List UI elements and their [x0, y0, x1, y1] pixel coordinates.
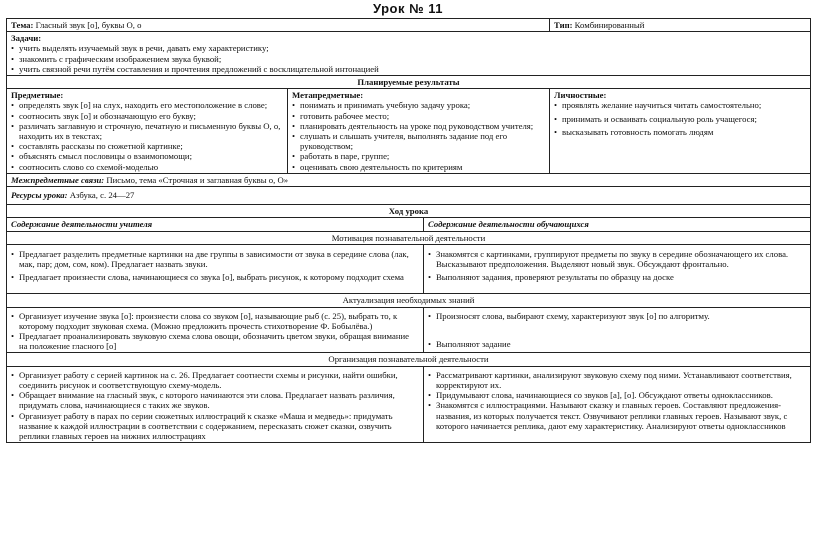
- personal-result-item: • проявлять желание научиться читать самостоятельно;: [554, 100, 806, 110]
- student-activity-list: [428, 370, 806, 431]
- subject-results-list: [11, 100, 283, 171]
- teacher-activity-item: • Организует работу в парах по серии сюжетных иллюстраций к сказке «Маша и медведь»: придумать название к каждой иллюстрации в соответствии с содержанием, пересказать сюжет сказки, озвучить реплики главных героев на нижних иллюстрациях: [11, 411, 419, 442]
- meta-result-item: • работать в паре, группе;: [292, 151, 545, 161]
- subject-results-label: Предметные:: [11, 90, 64, 101]
- student-activity-list: [428, 249, 806, 283]
- student-activity-item: • Выполняют задание: [428, 339, 806, 349]
- section-title: Мотивация познавательной деятельности: [7, 231, 811, 244]
- subject-result-item: • определять звук [о] на слух, находить его местоположение в слове;: [11, 100, 283, 110]
- page-title: Урок № 11: [373, 1, 443, 16]
- lesson-plan-table: [6, 18, 811, 443]
- meta-result-item: • готовить рабочее место;: [292, 111, 545, 121]
- section-content-row: [7, 244, 811, 294]
- tasks-list: [11, 43, 806, 74]
- resources-row: [7, 187, 811, 205]
- activity-header-row: [7, 218, 811, 231]
- task-item: • учить выделять изучаемый звук в речи, давать ему характеристику;: [11, 43, 806, 53]
- interdisciplinary-label: Межпредметные связи:: [11, 174, 105, 185]
- teacher-activity-list: [11, 370, 419, 441]
- topic-value: Гласный звук [о], буквы О, о: [35, 20, 142, 30]
- meta-result-item: • оценивать свою деятельность по критериям: [292, 162, 545, 172]
- student-activity-item: • Произносят слова, выбирают схему, характеризуют звук [о] по алгоритму.: [428, 311, 806, 321]
- subject-result-item: • различать заглавную и строчную, печатную и письменную буквы О, о, находить их в текстах;: [11, 121, 283, 141]
- meta-result-item: • слушать и слышать учителя, выполнять задание под его руководством;: [292, 131, 545, 151]
- section-title-row: [7, 353, 811, 366]
- tasks-cell: [7, 32, 811, 76]
- section-title-row: [7, 231, 811, 244]
- topic-cell: [7, 19, 550, 32]
- teacher-activity-cell: [7, 366, 424, 442]
- teacher-activity-item: • Предлагает разделить предметные картинки на две группы в зависимости от звука в середине слова (лак, мак, пар; дом, сом, ком). Предлагает назвать звуки.: [11, 249, 419, 269]
- personal-result-item: • высказывать готовность помогать людям: [554, 127, 806, 137]
- teacher-activity-cell: [7, 307, 424, 353]
- interdisciplinary-row: [7, 173, 811, 186]
- topic-row: [7, 19, 811, 32]
- teacher-activity-list: [11, 311, 419, 352]
- student-activity-item: • Выполняют задания, проверяют результаты по образцу на доске: [428, 272, 806, 282]
- lesson-plan-document: [6, 0, 810, 443]
- resources-label: Ресурсы урока:: [11, 190, 68, 201]
- task-item: • учить связной речи путём составления и прочтения предложений с восклицательной интонацией: [11, 64, 806, 74]
- planned-results-row: [7, 89, 811, 174]
- meta-results-list: [292, 100, 545, 171]
- meta-results-label: Метапредметные:: [292, 90, 364, 101]
- subject-result-item: • составлять рассказы по сюжетной картинке;: [11, 141, 283, 151]
- planned-results-heading-row: [7, 76, 811, 89]
- section-title-row: [7, 294, 811, 307]
- subject-results-cell: [7, 89, 288, 174]
- section-content-row: [7, 366, 811, 442]
- tasks-label: Задачи:: [11, 33, 42, 44]
- meta-result-item: • понимать и принимать учебную задачу урока;: [292, 100, 545, 110]
- teacher-column-header: Содержание деятельности учителя: [7, 218, 424, 231]
- tasks-row: [7, 32, 811, 76]
- student-activity-item: • Знакомятся с иллюстрациями. Называют сказку и главных героев. Составляют предложения-названия, из которых получается текст. Озвучивают реплики главных героев. Называют звук, с которого начинается реплика, дают ему характеристику. Анализируют ответы одноклассников: [428, 400, 806, 431]
- planned-results-heading: Планируемые результаты: [7, 76, 811, 89]
- student-activity-list: [428, 311, 806, 349]
- teacher-activity-item: • Организует работу с серией картинок на с. 26. Предлагает соотнести схемы и рисунки, найти ошибки, соединить рисунок и соответствующую схему-модель.: [11, 370, 419, 390]
- personal-result-item: • принимать и осваивать социальную роль учащегося;: [554, 114, 806, 124]
- type-value: Комбинированный: [574, 20, 645, 30]
- teacher-activity-item: • Обращает внимание на гласный звук, с которого начинаются эти слова. Предлагает назвать различия, придумать слова, начинающиеся с таких же звуков.: [11, 390, 419, 410]
- teacher-activity-list: [11, 249, 419, 283]
- teacher-activity-item: • Предлагает произнести слова, начинающиеся со звука [о], выбрать рисунок, к которому подходит схема: [11, 272, 419, 282]
- student-activity-cell: [424, 307, 811, 353]
- teacher-activity-item: • Предлагает проанализировать звуковую схема слова овощи, обозначить цветом звуки, обращая внимание на положение гласного [о]: [11, 331, 419, 351]
- meta-result-item: • планировать деятельность на уроке под руководством учителя;: [292, 121, 545, 131]
- task-item: • знакомить с графическим изображением звука буквой;: [11, 54, 806, 64]
- topic-label: Тема:: [11, 20, 34, 30]
- section-title: Актуализация необходимых знаний: [7, 294, 811, 307]
- personal-results-list: [554, 100, 806, 137]
- subject-result-item: • соотносить слово со схемой-моделью: [11, 162, 283, 172]
- student-activity-item: • Придумывают слова, начинающиеся со звуков [а], [о]. Обсуждают ответы одноклассников.: [428, 390, 806, 400]
- student-column-header: Содержание деятельности обучающихся: [424, 218, 811, 231]
- teacher-activity-item: • Организует изучение звука [о]: произнести слова со звуком [о], называющие рыб (с. 25), выбрать то, к которому подходит звуковая схема. (Можно предложить прочесть стихотворение Ф. Бобылёва.): [11, 311, 419, 331]
- resources-cell: [7, 187, 811, 205]
- student-activity-item: • Знакомятся с картинками, группируют предметы по звуку в середине обозначающего их слова. Высказывают предположения. Выделяют новый звук. Обсуждают фронтально.: [428, 249, 806, 269]
- section-title: Организация познавательной деятельности: [7, 353, 811, 366]
- student-activity-cell: [424, 244, 811, 294]
- resources-value: Азбука, с. 24—27: [69, 190, 135, 201]
- student-activity-cell: [424, 366, 811, 442]
- teacher-activity-cell: [7, 244, 424, 294]
- interdisciplinary-value: Письмо, тема «Строчная и заглавная буквы о, О»: [106, 174, 289, 185]
- interdisciplinary-cell: [7, 173, 811, 186]
- subject-result-item: • объяснять смысл пословицы о взаимопомощи;: [11, 151, 283, 161]
- section-content-row: [7, 307, 811, 353]
- personal-results-label: Личностные:: [554, 90, 607, 101]
- student-activity-item: • Рассматривают картинки, анализируют звуковую схему под ними. Устанавливают соответствия, корректируют их.: [428, 370, 806, 390]
- subject-result-item: • соотносить звук [о] и обозначающую его букву;: [11, 111, 283, 121]
- personal-results-cell: [550, 89, 811, 174]
- lesson-heading: Ход урока: [7, 205, 811, 218]
- meta-results-cell: [288, 89, 550, 174]
- type-label: Тип:: [554, 20, 573, 30]
- lesson-heading-row: [7, 205, 811, 218]
- type-cell: [550, 19, 811, 32]
